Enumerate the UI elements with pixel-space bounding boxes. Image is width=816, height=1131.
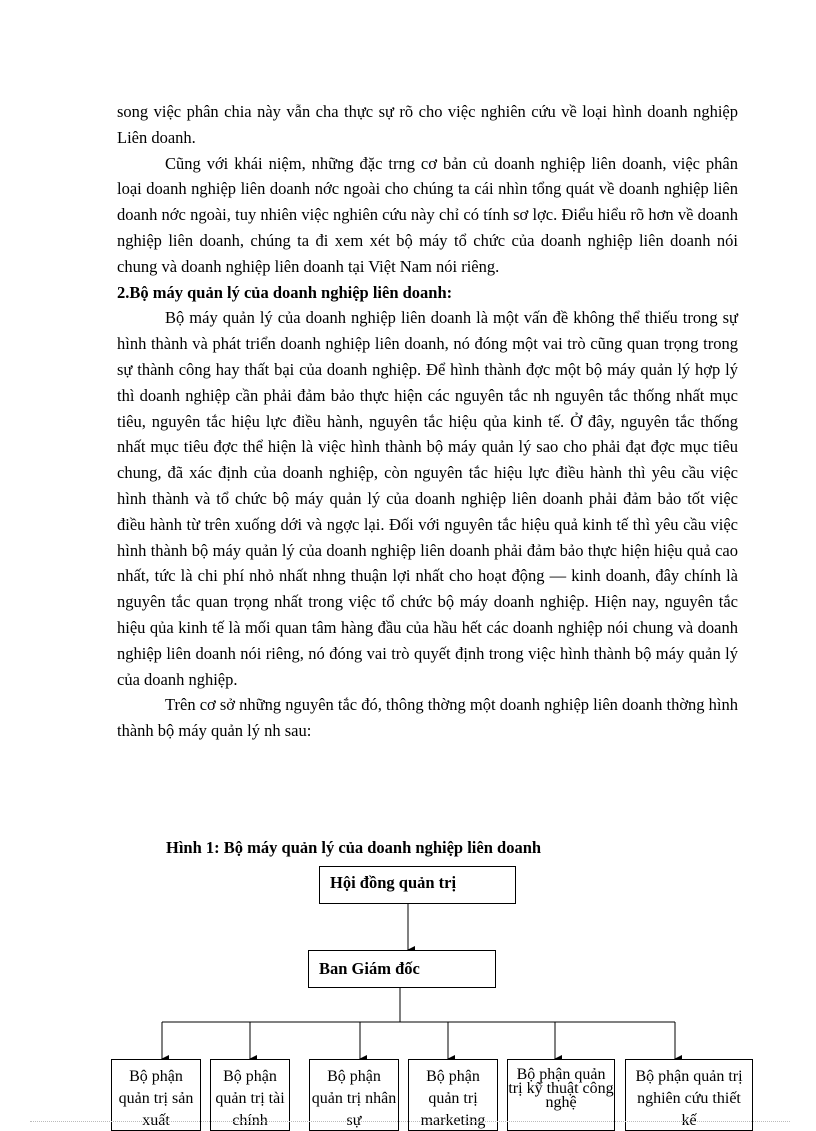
dept-finance-box: Bộ phận quản trị tài chính: [210, 1059, 290, 1131]
dept-research-box: Bộ phận quản trị nghiên cứu thiết kế: [625, 1059, 753, 1131]
paragraph-1: song việc phân chia này vẫn cha thực sự rõ cho việc nghiên cứu về loại hình doanh nghiệp Liên doanh.: [117, 102, 738, 147]
directors-box: Ban Giám đốc: [308, 950, 496, 988]
paragraph-4: Trên cơ sở những nguyên tắc đó, thông thờng một doanh nghiệp liên doanh thờng hình thành bộ máy quản lý nh sau:: [117, 695, 739, 741]
figure-caption: Hình 1: Bộ máy quản lý của doanh nghiệp liên doanh: [166, 838, 542, 857]
paragraph-2: Cũng với khái niệm, những đặc trng cơ bản củ doanh nghiệp liên doanh, việc phân loại doanh nghiệp liên doanh nớc ngoài cho chúng ta cái nhìn tổng quát về doanh nghiệp liên doanh nớc ngoài, tuy nhiên việc nghiên cứu này chỉ có tính sơ lợc. Điểu hiểu rõ hơn về doanh nghiệp liên doanh, chúng ta đi xem xét bộ máy tổ chức của doanh nghiệp liên doanh nói chung và doanh nghiệp liên doanh tại Việt Nam nói riêng.: [117, 153, 738, 276]
paragraph-3: Bộ máy quản lý của doanh nghiệp liên doanh là một vấn đề không thể thiếu trong sự hình thành và phát triển doanh nghiệp liên doanh, nó đóng một vai trò cũng quan trọng trong sự thành công hay thất bại của doanh nghiệp. Để hình thành đợc một bộ máy quản lý hợp lý thì doanh nghiệp cần phải đảm bảo thực hiện các nguyên tắc nh nguyên tắc thống nhất mục tiêu, nguyên tắc hiệu lực điều hành, nguyên tắc hiệu qủa kinh tế. Ở đây, nguyên tắc thống nhất mục tiêu đợc thể hiện là việc hình thành bộ máy quản lý sao cho phải đạt đợc mục tiêu chung, đã xác định của doanh nghiệp, còn nguyên tắc hiệu lực điều hành thì yêu cầu việc hình thành và tổ chức bộ máy quản lý của doanh nghiệp liên doanh phải đảm bảo tốt việc điều hành từ trên xuống dới và ngợc lại. Đối với nguyên tắc hiệu quả kinh tế thì yêu cầu việc hình thành bộ máy quản lý của doanh nghiệp liên doanh phải đảm bảo thực hiện hiệu quả cao nhất, tức là chi phí nhỏ nhất nhng thuận lợi nhất cho hoạt động — kinh doanh, đây chính là nguyên tắc quan trọng nhất trong việc tổ chức bộ máy doanh nghiệp. Hiện nay, nguyên tắc hiệu qủa kinh tế là mối quan tâm hàng đầu của hầu hết các doanh nghiệp nói chung và doanh nghiệp liên doanh nói riêng, nó đóng vai trò quyết định trong việc hình thành bộ máy quản lý của doanh nghiệp.: [117, 308, 738, 689]
dept-technology-box: Bộ phận quản trị kỹ thuật công nghệ: [507, 1059, 615, 1131]
page-bottom-rule: [30, 1121, 790, 1122]
board-box: Hội đồng quản trị: [319, 866, 516, 904]
dept-marketing-box: Bộ phận quản trị marketing: [408, 1059, 498, 1131]
dept-production-box: Bộ phận quản trị sản xuất: [111, 1059, 201, 1131]
dept-hr-box: Bộ phận quản trị nhân sự: [309, 1059, 399, 1131]
section-heading: 2.Bộ máy quản lý của doanh nghiệp liên doanh:: [117, 282, 453, 302]
